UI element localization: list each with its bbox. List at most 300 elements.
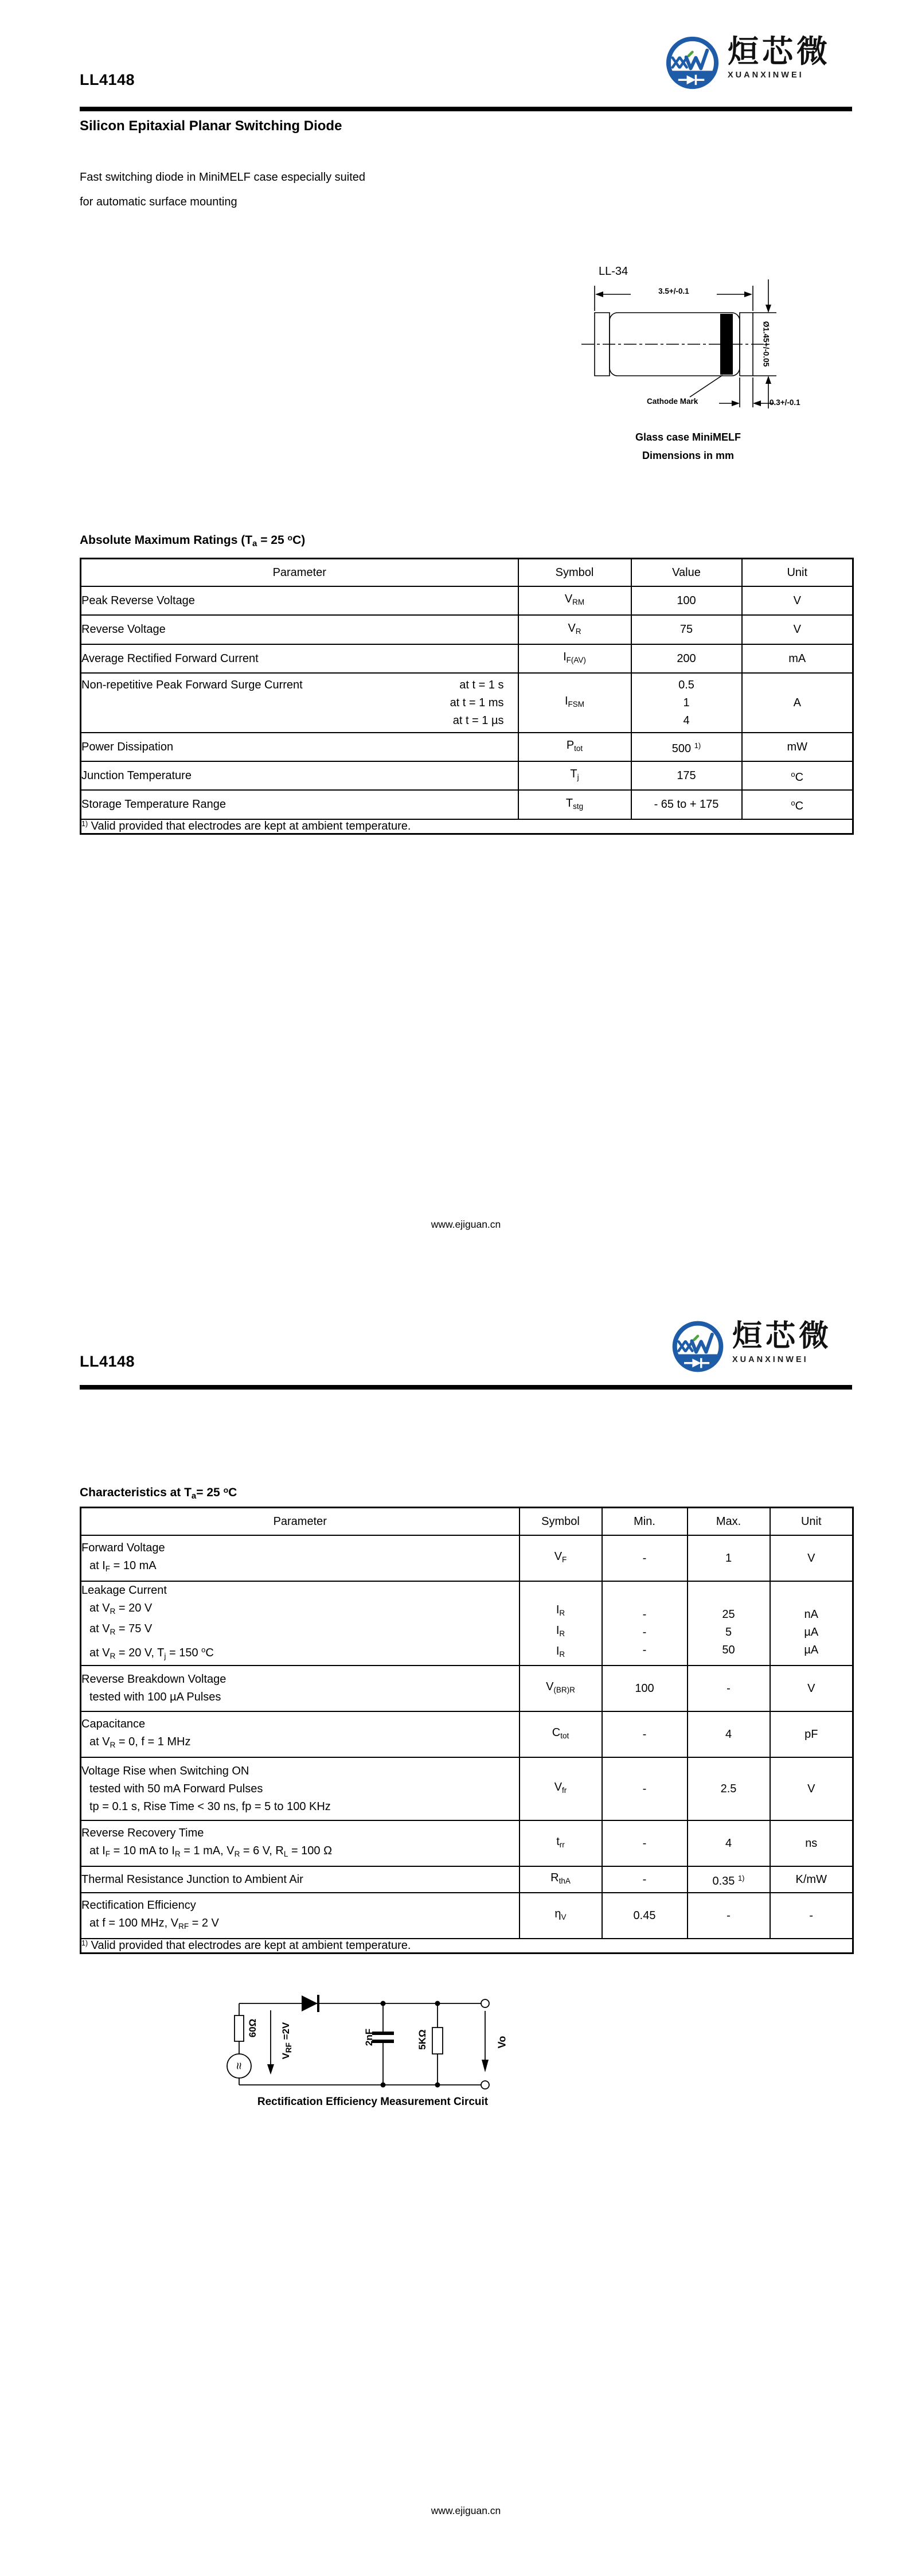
text-seg: V [280,2053,291,2060]
text-line [603,1726,687,1744]
table-row [81,733,853,761]
output-voltage-label: Vo [496,2036,508,2049]
text-seg: 1) [737,1873,745,1882]
text-line [632,592,741,610]
table-row [81,1757,853,1820]
junction-dot [435,2001,440,2006]
table-cell-symbol [518,733,631,761]
text-seg: Reverse Voltage [81,623,166,636]
text-seg: F(AV) [566,656,586,664]
text-seg: mW [787,740,808,753]
vrf-arrowhead [267,2064,274,2075]
text-line [81,650,518,668]
source-resistor-label: 60Ω [247,2018,258,2038]
text-line [81,1715,519,1733]
table-cell-symbol [520,1893,602,1939]
text-line [81,694,518,712]
text-line [519,620,631,640]
text-seg: j [577,773,579,781]
text-line [603,1588,687,1606]
text-seg: C [205,1647,214,1659]
text-seg: = 25 [257,534,288,547]
page-footer-url: www.ejiguan.cn [431,1219,501,1230]
text-seg: RF [178,1921,189,1931]
text-seg: R [110,1740,116,1749]
characteristics-table [80,1507,854,1954]
table-cell-unit [770,1866,853,1893]
text-line [520,1583,602,1601]
table-cell-min [602,1535,688,1581]
table-cell-symbol [520,1666,602,1711]
table-cell-symbol [518,790,631,819]
table-cell-min [602,1581,688,1666]
text-seg: = 0, f = 1 MHz [115,1735,191,1748]
text-seg: 0.5 [678,678,694,691]
text-seg: C [795,771,804,784]
load-resistor-label: 5KΩ [417,2029,428,2050]
table-header-row [81,559,853,587]
text-seg: Power Dissipation [81,740,174,753]
text-seg: L [283,1849,288,1858]
text-line [519,737,631,757]
diode-cathode-bar [317,1995,319,2012]
text-seg: K/mW [795,1873,827,1886]
text-seg: R [174,1849,181,1858]
table-header-cell: Symbol [520,1508,602,1536]
text-line [688,1680,770,1698]
table-cell-unit [742,790,853,819]
text-seg: R [559,1650,565,1659]
table-header-cell: Parameter [81,1508,520,1536]
text-line [771,1550,853,1567]
text-seg: o [201,1645,206,1654]
text-line [603,1780,687,1798]
text-seg: R [575,627,581,636]
text-seg: = 20 V [115,1602,153,1614]
text-seg: - [642,1625,647,1639]
table-row [81,790,853,819]
table-cell-unit [742,644,853,673]
text-seg: 1) [694,741,701,750]
text-seg: at I [89,1559,106,1572]
text-seg: Average Rectified Forward Current [81,652,259,665]
text-seg: 1 [683,696,690,709]
table-cell-symbol [520,1757,602,1820]
table-cell-min [602,1820,688,1866]
text-seg: at t = 1 µs [452,714,504,727]
table-cell-value [631,586,742,615]
table-cell-value [631,644,742,673]
text-seg: V [561,1913,567,1921]
text-seg: R [559,1609,565,1617]
text-line [632,694,741,712]
table-footnote [81,1939,853,1954]
table-cell-param [81,1866,520,1893]
text-seg: = 10 mA [110,1559,157,1572]
text-line [603,1907,687,1925]
text-seg: V [546,1680,554,1693]
package-diameter-dim: Ø1.45+/-0.05 [761,321,771,367]
text-seg: - [727,1682,731,1695]
junction-dot [381,2083,386,2088]
text-seg: - [642,1873,647,1886]
text-line [771,1588,853,1606]
table-row [81,1820,853,1866]
text-seg: o [791,799,795,807]
text-seg: Valid provided that electrodes are kept at ambient temperature. [88,820,411,832]
text-seg: at V [89,1647,110,1659]
text-line [81,1557,519,1578]
junction-dot [435,2083,440,2088]
text-seg: A [793,696,801,709]
text-line [520,1678,602,1699]
table-cell-value [631,673,742,733]
text-seg: Reverse Recovery Time [81,1826,204,1839]
text-seg: 4 [725,1836,732,1850]
brand-name-en: XUANXINWEI [732,1355,809,1364]
table-cell-param [81,1893,520,1939]
ac-wave-glyph: ≈ [232,2062,246,2070]
text-seg: Absolute Maximum Ratings (T [80,534,253,547]
table-cell-param [81,733,518,761]
text-seg: V [554,1781,563,1793]
table-cell-unit [770,1893,853,1939]
text-seg: I [556,1624,560,1637]
text-seg: P [566,739,575,752]
text-seg: 1) [81,1939,88,1947]
brand-text [728,34,831,80]
table-cell-min [602,1666,688,1711]
table-cell-max [688,1757,770,1820]
text-line [688,1606,770,1624]
source-resistor-symbol [235,2015,244,2041]
text-seg: V [564,593,573,605]
table-cell-value [631,761,742,790]
text-seg: V [568,621,576,635]
table-cell-symbol [518,615,631,644]
text-line [632,767,741,785]
vo-arrowhead [482,2060,489,2072]
text-seg: 75 [679,623,693,636]
text-line [771,1835,853,1853]
table-cell-unit [770,1666,853,1711]
table-header-row [81,1508,853,1536]
table-cell-unit [770,1535,853,1581]
text-line [519,590,631,611]
text-seg: tested with 100 µA Pulses [89,1691,221,1703]
table-cell-unit [770,1757,853,1820]
table-cell-symbol [520,1711,602,1757]
text-seg: C) [292,534,306,547]
table-row [81,1866,853,1893]
table-cell-unit [742,733,853,761]
table-cell-symbol [518,761,631,790]
cathode-band [720,314,733,375]
text-line [688,1624,770,1641]
text-seg: = 75 V [115,1622,153,1635]
table-cell-max [688,1711,770,1757]
text-line [81,1600,519,1620]
text-line [688,1550,770,1567]
text-seg: 1 [725,1551,732,1565]
text-line [743,694,853,712]
text-line [603,1550,687,1567]
text-line [520,1622,602,1643]
text-seg: - 65 to + 175 [654,798,719,811]
text-line [519,765,631,786]
text-seg: I [556,1645,560,1657]
text-line [688,1641,770,1659]
text-seg: j [164,1652,166,1660]
text-seg: R [234,1849,240,1858]
text-line [81,1688,519,1706]
text-line [81,1641,519,1665]
text-line-left [81,676,303,694]
text-seg: η [554,1908,561,1920]
table-header-cell: Parameter [81,559,518,587]
table-header-cell: Max. [688,1508,770,1536]
table-cell-min [602,1893,688,1939]
text-line [688,1869,770,1890]
text-seg: - [642,1782,647,1795]
part-number: LL4148 [80,1353,135,1370]
text-seg: Leakage Current [81,1584,167,1597]
text-seg: I [563,651,567,663]
text-line [81,1733,519,1754]
table-cell-unit [742,586,853,615]
text-seg: ns [805,1836,818,1850]
text-line [688,1835,770,1853]
text-line [81,738,518,756]
text-line [632,712,741,730]
text-line [81,1780,519,1798]
brand-text [732,1319,832,1364]
output-terminal [481,2081,489,2089]
text-seg: V [793,594,801,607]
text-seg: Storage Temperature Range [81,798,226,811]
text-seg: Non-repetitive Peak Forward Surge Current [81,678,303,691]
text-seg: 0.45 [633,1909,656,1922]
text-line [603,1624,687,1641]
text-line [520,1869,602,1890]
text-seg: F [562,1555,567,1564]
package-length-dim: 3.5+/-0.1 [658,287,689,295]
diode-triangle [302,1995,318,2011]
text-seg: 500 [671,742,694,755]
text-line [81,1671,519,1688]
text-seg: o [791,769,795,779]
table-row [81,1893,853,1939]
table-row [81,761,853,790]
table-cell-unit [742,615,853,644]
table-cell-param [81,644,518,673]
table-footnote-row [81,819,853,834]
text-seg: V [554,1550,563,1563]
table-cell-unit [770,1711,853,1757]
table-cell-param [81,1581,520,1666]
text-seg: = 25 [196,1486,224,1499]
text-seg: - [642,1608,647,1621]
table-cell-min [602,1757,688,1820]
capacitor-label: 2nF [364,2028,374,2046]
text-seg: 25 [722,1608,735,1621]
text-seg: at t = 1 ms [450,696,504,709]
table-cell-symbol [520,1820,602,1866]
text-line [81,621,518,639]
table-cell-param [81,790,518,819]
text-seg: V [807,1551,815,1565]
text-seg: Valid provided that electrodes are kept at ambient temperature. [88,1939,411,1952]
text-seg: F [105,1564,111,1573]
text-seg: 0.35 [712,1874,738,1888]
table-cell-value [631,790,742,819]
brand-name-cn: 烜芯微 [732,1320,833,1353]
table-cell-unit [770,1581,853,1666]
text-seg: - [809,1909,814,1922]
table-row [81,1535,853,1581]
text-seg: - [642,1551,647,1565]
table-cell-value [631,615,742,644]
table-cell-max [688,1820,770,1866]
table-cell-param [81,1535,520,1581]
text-seg: thA [559,1877,571,1885]
header-rule [80,1385,852,1390]
text-line [81,592,518,610]
table-cell-unit [742,761,853,790]
text-line [603,1871,687,1889]
table-cell-symbol [520,1535,602,1581]
circuit-caption: Rectification Efficiency Measurement Circuit [257,2096,489,2108]
table-row [81,1581,853,1666]
text-line [743,794,853,815]
package-cap-dim: 0.3+/-0.1 [770,398,800,407]
text-seg: 4 [725,1727,732,1741]
text-seg: RF [284,2042,293,2053]
table-cell-param [81,1711,520,1757]
text-line [771,1641,853,1659]
text-line [632,621,741,639]
page-title: Silicon Epitaxial Planar Switching Diode [80,118,342,134]
text-line [603,1835,687,1853]
text-seg: Voltage Rise when Switching ON [81,1764,249,1777]
xxw-diode-logo-icon [670,1319,725,1374]
text-seg: = 2 V [189,1916,219,1929]
text-line [81,712,518,730]
text-seg: 4 [683,714,690,727]
text-seg: stg [573,801,584,811]
table-cell-symbol [520,1581,602,1666]
abs-max-table [80,558,854,835]
text-seg: nA [804,1608,818,1621]
text-seg: 5 [725,1625,732,1639]
table-cell-max [688,1866,770,1893]
table-cell-param [81,586,518,615]
text-seg: fr [562,1786,567,1795]
text-seg: rr [559,1840,565,1849]
text-seg: - [642,1643,647,1656]
text-seg: C [228,1486,237,1499]
text-seg: Capacitance [81,1717,146,1730]
table-cell-param [81,615,518,644]
table-cell-max [688,1535,770,1581]
text-line [688,1907,770,1925]
text-line [743,592,853,610]
text-seg: 2.5 [720,1782,737,1795]
text-line [743,738,853,756]
text-line [603,1680,687,1698]
text-seg: = 6 V, R [240,1844,284,1857]
xxw-diode-logo-icon [664,34,721,91]
text-line [81,1871,519,1889]
text-seg: tp = 0.1 s, Rise Time < 30 ns, fp = 5 to 100 KHz [89,1800,331,1813]
text-line [81,1539,519,1557]
text-seg: = 20 V, T [115,1647,165,1659]
description-line: for automatic surface mounting [80,196,237,208]
text-seg: = 10 mA to I [110,1844,175,1857]
text-seg: 175 [677,769,696,782]
text-line-right [450,694,504,712]
text-seg: R [110,1628,116,1636]
text-seg: R [559,1629,565,1638]
text-seg: µA [804,1625,819,1639]
table-cell-symbol [518,644,631,673]
brand-name-en: XUANXINWEI [728,71,804,80]
table-footnote [81,819,853,834]
table-footnote-row [81,1939,853,1954]
text-line [519,795,631,815]
text-line [520,1905,602,1926]
text-seg: = 150 [166,1647,202,1659]
text-line [771,1871,853,1889]
text-seg: at f = 100 MHz, V [89,1916,179,1929]
table-header-cell: Value [631,559,742,587]
text-seg: at V [89,1622,110,1635]
text-seg: F [105,1849,111,1858]
text-line [771,1726,853,1744]
text-line [771,1680,853,1698]
text-seg: tested with 50 mA Forward Pulses [89,1782,263,1795]
table-cell-param [81,1666,520,1711]
package-name: LL-34 [599,265,628,278]
text-line [81,1824,519,1842]
text-seg: R [110,1652,116,1660]
text-line [688,1726,770,1744]
text-seg: pF [804,1727,818,1741]
text-seg: at I [89,1844,106,1857]
text-seg: at t = 1 s [459,678,504,691]
text-seg: Characteristics at T [80,1486,192,1499]
text-line-right [459,676,503,694]
text-seg: mA [788,652,806,665]
data-table [80,1507,854,1954]
table-row [81,1711,853,1757]
table-cell-param [81,673,518,733]
text-line-right [453,712,504,730]
text-line [743,765,853,787]
brand-logo [664,34,831,91]
table-header-cell: Symbol [518,559,631,587]
cathode-mark-label: Cathode Mark [647,397,698,406]
brand-logo [670,1319,832,1374]
table-cell-max [688,1666,770,1711]
table-row [81,586,853,615]
text-line [632,650,741,668]
text-seg: RM [572,598,585,606]
text-seg: (BR)R [553,1686,575,1694]
text-line [81,767,518,785]
text-seg: - [727,1909,731,1922]
text-seg: =2V [280,2022,291,2043]
